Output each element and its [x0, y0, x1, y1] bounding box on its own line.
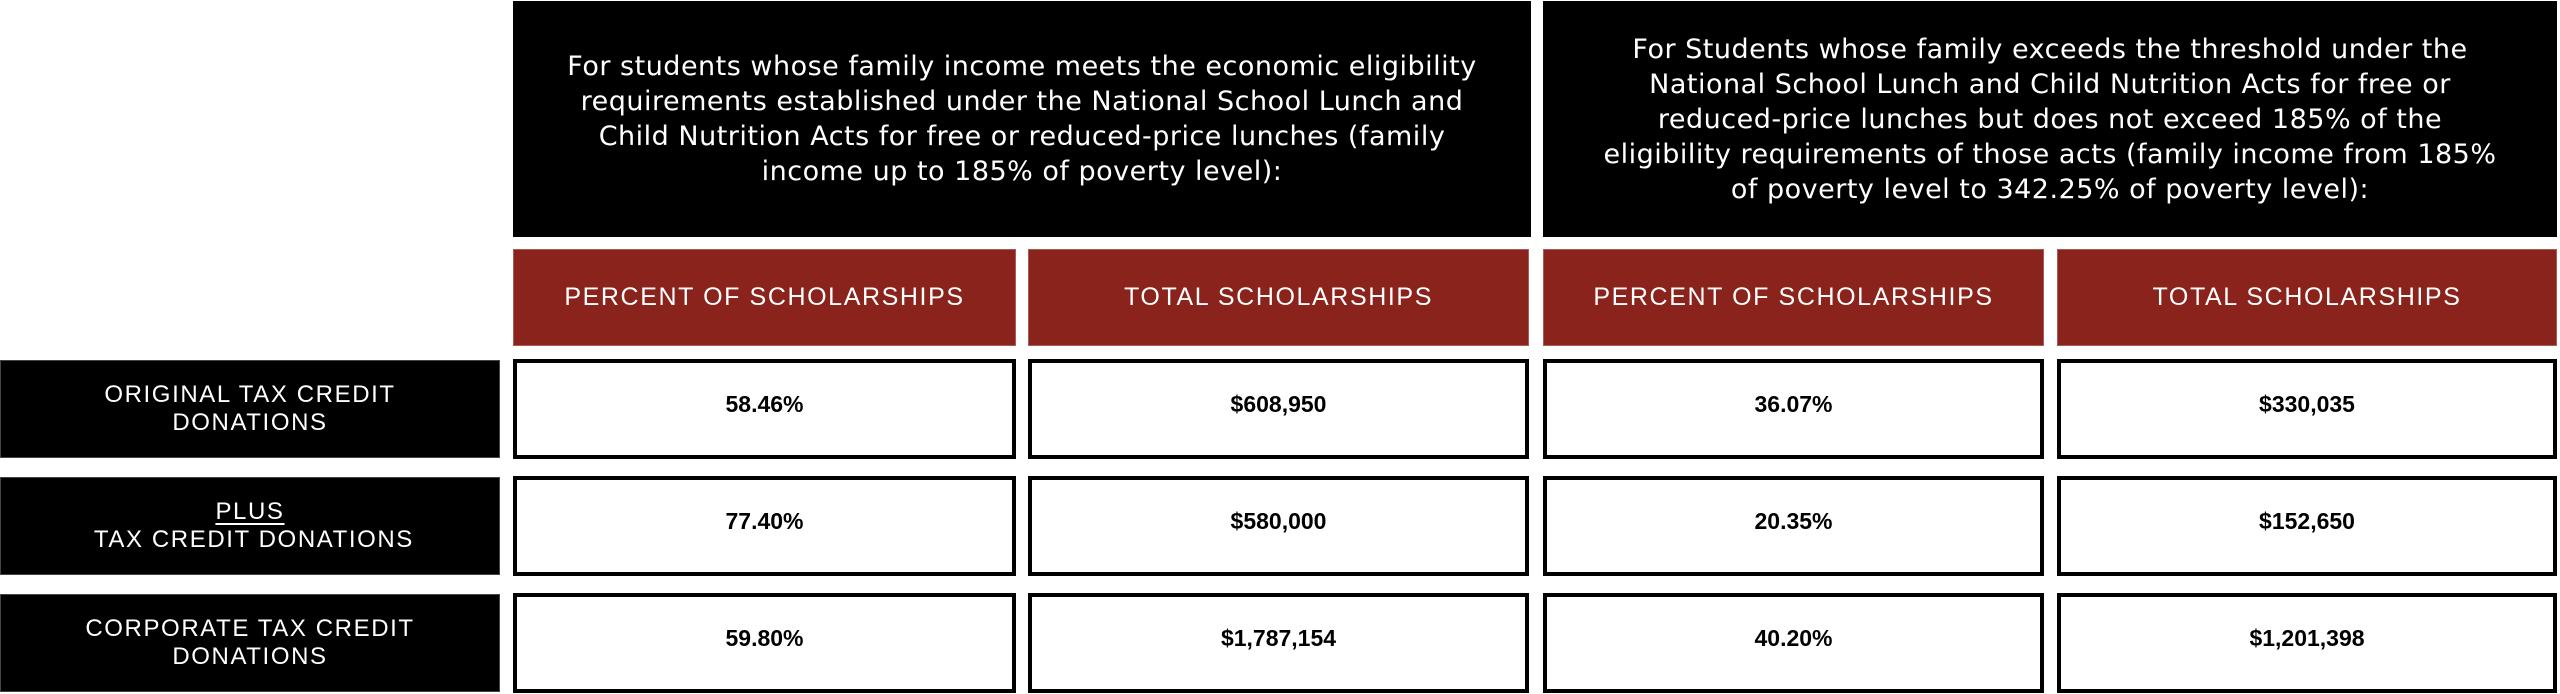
cell-value: $608,950 — [1230, 390, 1327, 417]
row-label-corporate-tax-credit — [0, 594, 500, 692]
row-label-plus-tax-credit — [0, 477, 500, 575]
group-header-text: For Students whose family exceeds the threshold under the National School Lunch and Child Nutrition Acts for free or reduced-price lunches but does not exceed 185% of the eligibility requirements of those acts (family income from 185% of poverty level to 342.25% of poverty level): — [1603, 33, 2497, 205]
row-label-main: CORPORATE TAX CREDIT DONATIONS — [85, 615, 415, 670]
table-cell — [1543, 359, 2044, 459]
cell-value: $330,035 — [2259, 390, 2355, 417]
column-header-label: PERCENT OF SCHOLARSHIPS — [1593, 283, 1994, 311]
cell-value: $152,650 — [2259, 507, 2355, 534]
table-cell — [1028, 476, 1529, 576]
column-header-label: PERCENT OF SCHOLARSHIPS — [564, 283, 965, 311]
table-cell — [513, 359, 1016, 459]
column-header-label: TOTAL SCHOLARSHIPS — [2152, 283, 2462, 311]
cell-value: 58.46% — [725, 390, 804, 417]
table-cell — [1543, 476, 2044, 576]
column-header-total-scholarships — [2057, 249, 2557, 346]
table-cell — [1028, 593, 1529, 693]
cell-value: $580,000 — [1230, 507, 1327, 534]
table-cell — [1543, 593, 2044, 693]
table-cell — [2057, 476, 2557, 576]
group-header-income-up-to-185 — [513, 1, 1531, 237]
cell-value: 40.20% — [1754, 624, 1833, 651]
table-cell — [513, 476, 1016, 576]
row-label-text — [61, 498, 439, 554]
cell-value: $1,787,154 — [1220, 624, 1337, 651]
row-label-text — [61, 615, 439, 671]
row-label-main: ORIGINAL TAX CREDIT DONATIONS — [104, 381, 396, 436]
table-cell — [1028, 359, 1529, 459]
column-header-percent-of-scholarships — [513, 249, 1016, 346]
column-header-label: TOTAL SCHOLARSHIPS — [1124, 283, 1433, 311]
cell-value: 36.07% — [1754, 390, 1833, 417]
row-label-text — [61, 381, 439, 437]
table-cell — [2057, 593, 2557, 693]
group-header-text: For students whose family income meets the economic eligibility requirements established under the National School Lunch and Child Nutrition Acts for free or reduced-price lunches (family income up to 185% of poverty level): — [567, 51, 1477, 187]
cell-value: 20.35% — [1754, 507, 1833, 534]
row-label-main: TAX CREDIT DONATIONS — [86, 526, 414, 553]
cell-value: $1,201,398 — [2249, 624, 2365, 651]
row-label-prefix: PLUS — [215, 498, 285, 525]
table-cell — [2057, 359, 2557, 459]
row-label-original-tax-credit — [0, 360, 500, 458]
column-header-total-scholarships — [1028, 249, 1529, 346]
group-header-income-185-to-342 — [1543, 1, 2557, 237]
column-header-percent-of-scholarships — [1543, 249, 2044, 346]
cell-value: 77.40% — [725, 507, 804, 534]
table-cell — [513, 593, 1016, 693]
cell-value: 59.80% — [725, 624, 804, 651]
